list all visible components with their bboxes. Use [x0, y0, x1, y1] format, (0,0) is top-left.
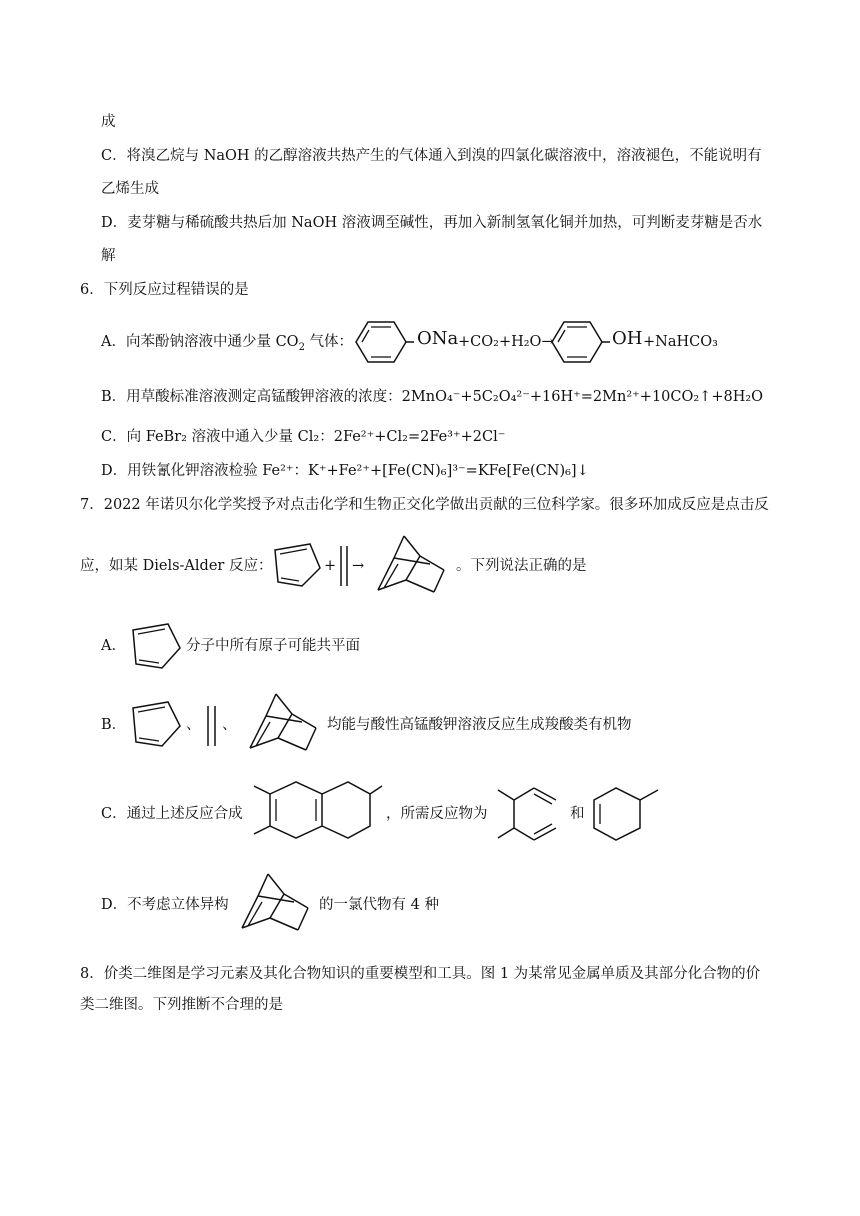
q7-stem-line2-prefix: 应，如某 Diels-Alder 反应： [80, 558, 273, 574]
norbornene-structure [244, 692, 326, 756]
q6-option-c: C．向 FeBr₂ 溶液中通入少量 Cl₂：2Fe²⁺+Cl₂=2Fe³⁺+2Cl⁻ [101, 429, 506, 445]
q6-option-b: B．用草酸标准溶液测定高锰酸钾溶液的浓度：2MnO₄⁻+5C₂O₄²⁻+16H⁺=2Mn²⁺+10CO₂↑+8H₂O [101, 389, 764, 405]
norbornene-structure [236, 872, 318, 936]
methylcyclohexene-structure [586, 782, 664, 848]
norbornene-structure [372, 534, 454, 598]
q5-option-d-line2: 解 [101, 248, 116, 264]
q7-option-c-and: 和 [570, 806, 585, 822]
q6-option-a [101, 332, 353, 358]
q5-option-c-line1: C．将溴乙烷与 NaOH 的乙醇溶液共热产生的气体通入到溴的四氯化碳溶液中，溶液褪色，不能说明有 [101, 148, 762, 164]
q5-option-d-line1: D．麦芽糖与稀硫酸共热后加 NaOH 溶液调至碱性，再加入新制氢氧化铜并加热，可判断麦芽糖是否水 [101, 215, 763, 231]
q8-stem-line2: 类二维图。下列推断不合理的是 [80, 997, 283, 1013]
q5-option-c-line2: 乙烯生成 [101, 181, 159, 197]
q7-option-a-text: 分子中所有原子可能共平面 [186, 638, 360, 654]
q6-option-d: D．用铁氰化钾溶液检验 Fe²⁺：K⁺+Fe²⁺+[Fe(CN)₆]³⁻=KFe[Fe(CN)₆]↓ [101, 463, 589, 479]
q7-option-d-text: 的一氯代物有 4 种 [319, 897, 439, 913]
q7-option-c-mid: ，所需反应物为 [386, 806, 488, 822]
q7-option-b-sep1: 、 [186, 717, 201, 733]
q6-option-a-prefix-tail: 气体： [304, 334, 354, 350]
q6-option-a-sub: 2 [298, 341, 305, 353]
q6-option-a-prefix: A．向苯酚钠溶液中通少量 CO [101, 334, 299, 350]
q5-option-b-tail: 成 [101, 114, 116, 130]
q7-option-d-label: D．不考虑立体异构 [101, 897, 229, 913]
q6-option-a-tail: +NaHCO₃ [643, 334, 718, 350]
q7-arrow: → [352, 558, 365, 574]
dimethylhexatriene-structure [494, 782, 560, 848]
cyclopentadiene-structure [128, 620, 184, 672]
phenol-ring [550, 318, 610, 366]
q7-stem-line1: 7．2022 年诺贝尔化学奖授予对点击化学和生物正交化学做出贡献的三位科学家。很多环加成反应是点击反 [80, 497, 769, 513]
ethylene-structure [205, 704, 219, 748]
q7-stem-line2-suffix: 。下列说法正确的是 [456, 558, 587, 574]
q7-plus-sign: + [324, 558, 337, 574]
q7-option-b-label: B． [101, 717, 127, 733]
q6-stem: 6．下列反应过程错误的是 [80, 282, 249, 298]
q7-option-b-sep2: 、 [222, 717, 237, 733]
ethylene-structure [338, 544, 350, 588]
q6-option-a-ona: ONa [417, 328, 459, 349]
cyclopentadiene-structure [128, 698, 184, 750]
fused-bicyclic-product-structure [248, 776, 384, 848]
sodium-phenoxide-ring [354, 318, 414, 366]
q6-option-a-oh: OH [612, 328, 643, 349]
q7-option-c-label: C．通过上述反应合成 [101, 806, 243, 822]
q7-option-b-text: 均能与酸性高锰酸钾溶液反应生成羧酸类有机物 [327, 717, 632, 733]
q7-option-a-label: A． [101, 638, 126, 654]
q8-stem-line1: 8．价类二维图是学习元素及其化合物知识的重要模型和工具。图 1 为某常见金属单质及其部分化合物的价 [80, 966, 761, 982]
cyclopentadiene-structure [270, 540, 324, 590]
q6-option-a-mid: +CO₂+H₂O→ [458, 334, 554, 350]
